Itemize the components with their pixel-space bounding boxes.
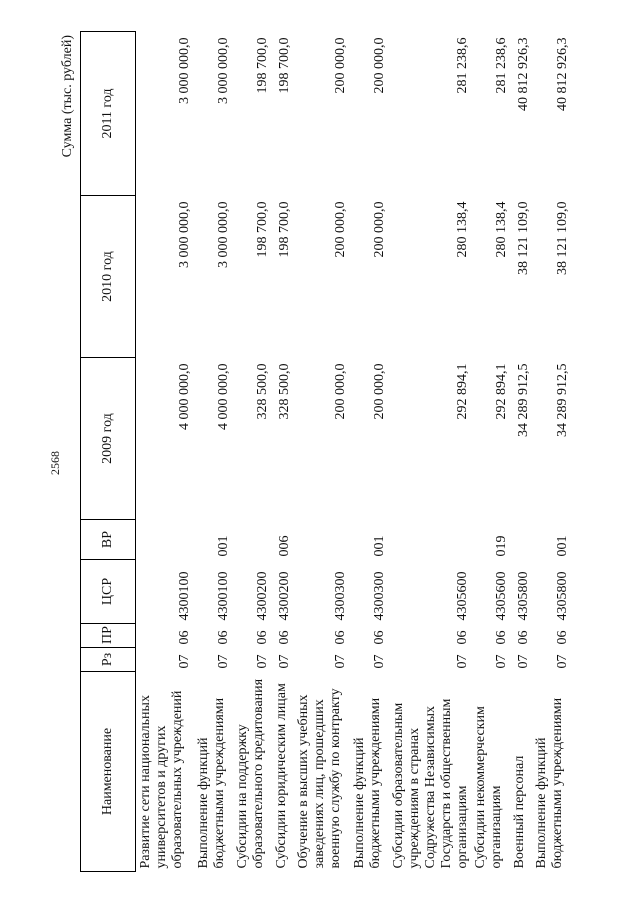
row-csr: 4300200 bbox=[277, 571, 293, 621]
row-pr: 06 bbox=[216, 630, 232, 645]
row-csr: 4300300 bbox=[372, 571, 388, 621]
row-2010: 280 138,4 bbox=[493, 201, 509, 258]
row-csr: 4300200 bbox=[255, 571, 271, 621]
row-2011: 200 000,0 bbox=[372, 37, 388, 94]
row-csr: 4300100 bbox=[216, 571, 232, 621]
table-row bbox=[532, 32, 571, 872]
row-2011: 198 700,0 bbox=[255, 37, 271, 94]
row-rz: 07 bbox=[216, 654, 232, 669]
row-2009: 292 894,1 bbox=[454, 363, 470, 420]
row-vr: 001 bbox=[554, 535, 570, 557]
row-csr: 4305600 bbox=[454, 571, 470, 621]
row-2011: 40 812 926,3 bbox=[515, 37, 531, 111]
row-2010: 38 121 109,0 bbox=[554, 201, 570, 275]
row-rz: 07 bbox=[255, 654, 271, 669]
row-vr: 001 bbox=[372, 535, 388, 557]
row-name: Субсидии на поддержку образовательного кредитования bbox=[234, 678, 266, 869]
table-row bbox=[510, 32, 532, 872]
budget-table bbox=[80, 31, 571, 872]
row-csr: 4305600 bbox=[493, 571, 509, 621]
row-pr: 06 bbox=[177, 630, 193, 645]
row-pr: 06 bbox=[454, 630, 470, 645]
header-pr: ПР bbox=[81, 624, 136, 648]
row-2009: 292 894,1 bbox=[493, 363, 509, 420]
table-row bbox=[389, 32, 471, 872]
row-name: Субсидии некоммерческим организациям bbox=[472, 706, 505, 869]
row-2009: 328 500,0 bbox=[255, 363, 271, 420]
row-2009: 200 000,0 bbox=[372, 363, 388, 420]
row-2009: 4 000 000,0 bbox=[177, 363, 193, 430]
row-name: Выполнение функций бюджетными учреждениями bbox=[351, 697, 383, 869]
units-caption: Сумма (тыс. рублей) bbox=[60, 35, 75, 158]
row-vr bbox=[510, 520, 532, 560]
row-csr: 4300300 bbox=[333, 571, 349, 621]
row-name: Военный персонал bbox=[511, 755, 527, 869]
row-2010: 38 121 109,0 bbox=[515, 201, 531, 275]
table-header-row bbox=[81, 32, 136, 872]
row-pr: 06 bbox=[333, 630, 349, 645]
row-2010: 3 000 000,0 bbox=[216, 201, 232, 268]
row-rz: 07 bbox=[493, 654, 509, 669]
row-2011: 3 000 000,0 bbox=[177, 37, 193, 104]
table-row bbox=[471, 32, 510, 872]
table-row bbox=[272, 32, 294, 872]
row-rz: 07 bbox=[554, 654, 570, 669]
row-2009: 34 289 912,5 bbox=[554, 363, 570, 437]
row-pr: 06 bbox=[554, 630, 570, 645]
row-2009: 4 000 000,0 bbox=[216, 363, 232, 430]
row-vr: 006 bbox=[277, 535, 293, 557]
row-2011: 198 700,0 bbox=[277, 37, 293, 94]
row-csr: 4300100 bbox=[177, 571, 193, 621]
row-rz: 07 bbox=[515, 654, 531, 669]
row-2010: 200 000,0 bbox=[372, 201, 388, 258]
row-pr: 06 bbox=[372, 630, 388, 645]
header-vr: ВР bbox=[81, 520, 136, 560]
row-name: Развитие сети национальных университетов и других образовательных учреждений bbox=[138, 690, 186, 869]
row-pr: 06 bbox=[277, 630, 293, 645]
row-2010: 280 138,4 bbox=[454, 201, 470, 258]
row-2011: 281 238,6 bbox=[493, 37, 509, 94]
row-rz: 07 bbox=[454, 654, 470, 669]
row-vr bbox=[233, 520, 272, 560]
table-row bbox=[136, 32, 194, 872]
row-2010: 198 700,0 bbox=[255, 201, 271, 258]
table-row bbox=[350, 32, 389, 872]
row-vr bbox=[389, 520, 471, 560]
row-csr: 4305800 bbox=[515, 571, 531, 621]
row-2010: 198 700,0 bbox=[277, 201, 293, 258]
header-name: Наименование bbox=[81, 672, 136, 872]
row-pr: 06 bbox=[493, 630, 509, 645]
header-2010: 2010 год bbox=[81, 196, 136, 358]
page-number: 2568 bbox=[48, 451, 62, 475]
row-vr: 019 bbox=[493, 535, 509, 557]
row-vr bbox=[294, 520, 350, 560]
header-2009: 2009 год bbox=[81, 358, 136, 520]
row-2010: 200 000,0 bbox=[333, 201, 349, 258]
row-2009: 200 000,0 bbox=[333, 363, 349, 420]
row-2009: 328 500,0 bbox=[277, 363, 293, 420]
row-name: Субсидии юридическим лицам bbox=[273, 683, 289, 869]
row-2011: 3 000 000,0 bbox=[216, 37, 232, 104]
row-2009: 34 289 912,5 bbox=[515, 363, 531, 437]
row-2011: 40 812 926,3 bbox=[554, 37, 570, 111]
row-vr bbox=[136, 520, 194, 560]
row-csr: 4305800 bbox=[554, 571, 570, 621]
row-rz: 07 bbox=[333, 654, 349, 669]
row-name: Выполнение функций бюджетными учреждениями bbox=[533, 697, 566, 869]
table-row bbox=[194, 32, 233, 872]
row-2010: 3 000 000,0 bbox=[177, 201, 193, 268]
row-name: Обучение в высших учебных заведениях лиц, прошедших военную службу по контракту bbox=[295, 688, 343, 869]
header-csr: ЦСР bbox=[81, 560, 136, 624]
row-vr: 001 bbox=[216, 535, 232, 557]
table-row bbox=[233, 32, 272, 872]
row-rz: 07 bbox=[277, 654, 293, 669]
row-rz: 07 bbox=[372, 654, 388, 669]
row-2011: 281 238,6 bbox=[454, 37, 470, 94]
row-name: Субсидии образовательным учреждениям в странах Содружества Независимых Государств и общественным организациям bbox=[390, 698, 470, 869]
row-2011: 200 000,0 bbox=[333, 37, 349, 94]
header-rz: Рз bbox=[81, 648, 136, 672]
row-pr: 06 bbox=[515, 630, 531, 645]
row-pr: 06 bbox=[255, 630, 271, 645]
table-row bbox=[294, 32, 350, 872]
header-2011: 2011 год bbox=[81, 32, 136, 196]
row-name: Выполнение функций бюджетными учреждениями bbox=[195, 697, 227, 869]
row-rz: 07 bbox=[177, 654, 193, 669]
